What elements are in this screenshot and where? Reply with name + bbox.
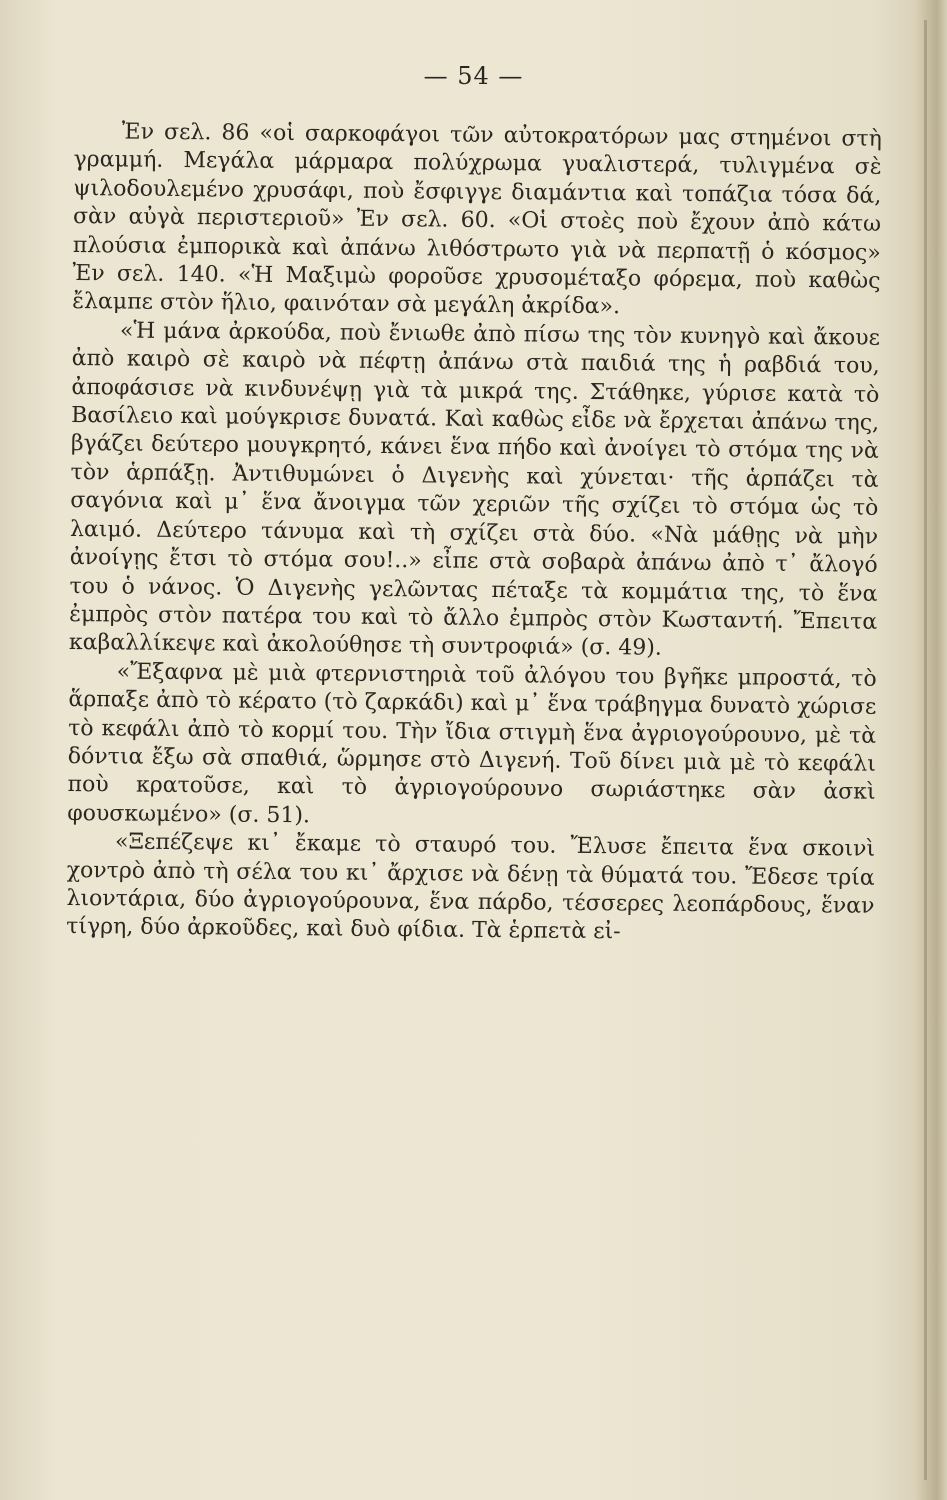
paragraph-2: «Ἡ μάνα ἀρκούδα, ποὺ ἔνιωθε ἀπὸ πίσω της τὸν κυνηγὸ καὶ ἄκουε ἀπὸ καιρὸ σὲ καιρὸ νὰ πέφτῃ ἀπάνω στὰ παιδιά της ἡ ραβδιά του, ἀποφάσισε νὰ κινδυνέψῃ γιὰ τὰ μικρά της. Στάθηκε, γύρισε κατὰ τὸ Βασίλειο καὶ μούγκρισε δυνατά. Καὶ καθὼς εἶδε νὰ ἔρχεται ἀπάνω της, βγάζει δεύτερο μουγκρητό, κάνει ἕνα πήδο καὶ ἀνοίγει τὸ στόμα της νὰ τὸν ἁρπάξῃ. Ἀντιθυμώνει ὁ Διγενὴς καὶ χύνεται· τῆς ἁρπάζει τὰ σαγόνια καὶ μ᾿ ἕνα ἄνοιγμα τῶν χεριῶν τῆς σχίζει τὸ στόμα ὡς τὸ λαιμό. Δεύτερο τάνυμα καὶ τὴ σχίζει στὰ δύο. «Νὰ μάθῃς νὰ μὴν ἀνοίγῃς ἔτσι τὸ στόμα σου!..» εἶπε στὰ σοβαρὰ ἀπάνω ἀπὸ τ᾿ ἄλογό του ὁ νάνος. Ὁ Διγενὴς γελῶντας πέταξε τὰ κομμάτια της, τὸ ἕνα ἐμπρὸς στὸν πατέρα του καὶ τὸ ἄλλο ἐμπρὸς στὸν Κωσταντή. Ἔπειτα καβαλλίκεψε καὶ ἀκολούθησε τὴ συντροφιά» (σ. 49). xyxy=(68,318,881,661)
page-edge-shadow xyxy=(913,0,947,1500)
page-gutter-line xyxy=(924,20,927,1480)
paragraph-1: Ἐν σελ. 86 «οἱ σαρκοφάγοι τῶν αὐτοκρατόρων μας στημένοι στὴ γραμμή. Μεγάλα μάρμαρα πολύχρωμα γυαλιστερά, τυλιγμένα σὲ ψιλοδουλεμένο χρυσάφι, ποὺ ἔσφιγγε διαμάντια καὶ τοπάζια τόσα δά, σὰν αὐγὰ περιστεριοῦ» Ἐν σελ. 60. «Οἱ στοὲς ποὺ ἔχουν ἀπὸ κάτω πλούσια ἐμπορικὰ καὶ ἀπάνω λιθόστρωτο γιὰ νὰ περπατῇ ὁ κόσμος» Ἐν σελ. 140. «Ἡ Μαξιμὼ φοροῦσε χρυσομέταξο φόρεμα, ποὺ καθὼς ἔλαμπε στὸν ἥλιο, φαινόταν σὰ μεγάλη ἀκρίδα». xyxy=(72,119,882,320)
paragraph-3: «Ἔξαφνα μὲ μιὰ φτερνιστηριὰ τοῦ ἀλόγου του βγῆκε μπροστά, τὸ ἅρπαξε ἀπὸ τὸ κέρατο (τὸ ζαρκάδι) καὶ μ᾿ ἕνα τράβηγμα δυνατὸ χώρισε τὸ κεφάλι ἀπὸ τὸ κορμί του. Τὴν ἴδια στιγμὴ ἕνα ἀγριογούρουνο, μὲ τὰ δόντια ἔξω σὰ σπαθιά, ὥρμησε στὸ Διγενή. Τοῦ δίνει μιὰ μὲ τὸ κεφάλι ποὺ κρατοῦσε, καὶ τὸ ἀγριογούρουνο σωριάστηκε σὰν ἀσκὶ φουσκωμένο» (σ. 51). xyxy=(67,659,877,829)
page-number: — 54 — xyxy=(423,62,524,90)
body-text xyxy=(66,118,882,949)
paragraph-4: «Ξεπέζεψε κι᾿ ἔκαμε τὸ σταυρό του. Ἔλυσε ἔπειτα ἕνα σκοινὶ χοντρὸ ἀπὸ τὴ σέλα του κι᾿ ἄρχισε νὰ δένῃ τὰ θύματά του. Ἔδεσε τρία λιοντάρια, δύο ἀγριογούρουνα, ἕνα πάρδο, τέσσερες λεοπάρδους, ἕναν τίγρη, δύο ἀρκοῦδες, καὶ δυὸ φίδια. Τὰ ἑρπετὰ εἰ- xyxy=(66,829,876,945)
